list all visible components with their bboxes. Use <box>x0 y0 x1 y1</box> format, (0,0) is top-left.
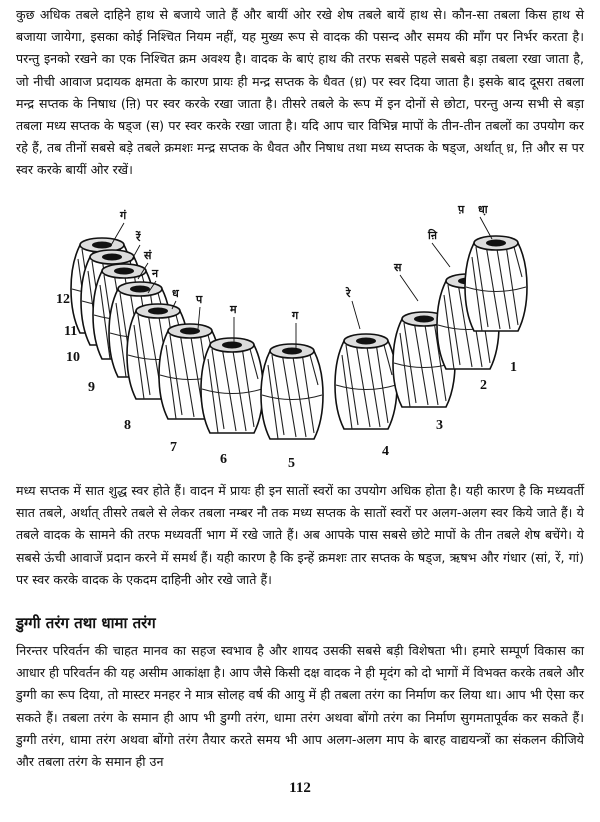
drum-number: 3 <box>436 418 443 433</box>
note-label: धा़ <box>478 205 488 216</box>
drum-number: 5 <box>288 456 295 471</box>
drum-number: 9 <box>88 380 95 395</box>
drum-number: 4 <box>382 444 389 459</box>
drum-4 <box>335 334 397 429</box>
drum-number: 10 <box>66 350 80 365</box>
tabla-tarang-illustration <box>40 205 580 475</box>
drum-5 <box>261 344 323 439</box>
drum-number: 11 <box>64 324 78 339</box>
note-label: स <box>394 261 402 274</box>
drum-6 <box>201 338 263 433</box>
drum-number: 7 <box>170 440 177 455</box>
note-label: सं <box>144 249 152 262</box>
tabla-drums-svg <box>40 205 580 475</box>
note-label: प <box>196 293 203 306</box>
note-label: रे <box>346 287 351 300</box>
note-label: गं <box>120 209 127 222</box>
note-label: ध <box>172 287 179 300</box>
note-label: ऩि <box>428 229 437 242</box>
drum-number: 12 <box>56 292 70 307</box>
note-label: म <box>230 303 237 316</box>
note-label: ग <box>292 309 299 322</box>
paragraph-duggi-tarang: निरन्तर परिवर्तन की चाहत मानव का सहज स्वभाव है और शायद उसकी सबसे बड़ी विशेषता भी। हमारे सम्पूर्ण विकास का आधार ही परिवर्तन की यह असीम आकांक्षा है। आप जैसे किसी दक्ष वादक ने ही मृदंग को दो भागों में विभक्त करके तबले और डुग्गी का रूप दिया, तो मास्टर मनहर ने मात्र सोलह वर्ष की आयु में ही तबला तरंग का निर्माण कर लिया था। आप भी ऐसा कर सकते हैं। तबला तरंग के समान ही आप भी डुग्गी तरंग, धामा तरंग अथवा बोंगो तरंग का निर्माण सुगमतापूर्वक कर सकते हैं। डुग्गी तरंग, धामा तरंग अथवा बोंगो तरंग तैयार करते समय भी आप अलग-अलग माप के बारह वाद्ययन्त्रों का संकलन कीजिये और तबला तरंग के समान ही उन <box>16 643 584 770</box>
drum-number: 8 <box>124 418 131 433</box>
drum-number: 6 <box>220 452 227 467</box>
note-label: रें <box>136 231 141 244</box>
paragraph-intro: कुछ अधिक तबले दाहिने हाथ से बजाये जाते हैं और बायीं ओर रखे शेष तबले बायें हाथ से। कौन-सा तबला किस हाथ से बजाया जायेगा, इसका कोई निश्चित नियम नहीं, यह मुख्य रूप से वादक की पसन्द और समय की माँग पर निर्भर करता है। परन्तु इनको रखने का एक निश्चित क्रम अवश्य है। वादक के बाएं हाथ की तरफ सबसे पहले सबसे बड़ा तबला रखा जाता है, जो नीची आवाज प्रदायक क्षमता के कारण प्रायः ही मन्द्र सप्तक के धैवत (ध़) पर स्वर दिया जाता है। इसके बाद दूसरा तबला मन्द्र सप्तक के निषाध (ऩि) पर स्वर करके रखा जाता है। तीसरे तबले के रूप में इन दोनों से छोटा, परन्तु अन्य सभी से बड़ा तबला मध्य सप्तक के षड्ज (स) पर स्वर करके रखा जाता है। यदि आप चार विभिन्न मापों के तीन-तीन तबलों का उपयोग कर रहे हैं, तब तीनों सबसे बड़े तबले क्रमशः मन्द्र सप्तक के धैवत और निषाध तथा मध्य सप्तक के षड्ज, अर्थात् ध़, ऩि और स पर स्वर करके बायीं ओर रखें। <box>16 7 584 178</box>
drum-number: 1 <box>510 360 517 375</box>
drum-1 <box>465 236 527 331</box>
drum-number: 2 <box>480 378 487 393</box>
page-number: 112 <box>289 780 311 796</box>
note-label: न <box>152 267 159 280</box>
paragraph-middle-octave: मध्य सप्तक में सात शुद्ध स्वर होते हैं। वादन में प्रायः ही इन सातों स्वरों का उपयोग अधिक होता है। यही कारण है कि मध्यवर्ती सात तबले, अर्थात् तीसरे तबले से लेकर तबला नम्बर नौ तक मध्य सप्तक के सातों स्वरों पर अलग-अलग स्वर किये जाते हैं। ये तबले वादक के सामने की तरफ मध्यवर्ती भाग में रखे जाते हैं। अब आपके पास सबसे छोटे मापों के तीन तबले शेष बचेंगे। ये सबसे ऊंची आवाजें प्रदान करने में समर्थ हैं। यही कारण है कि इन्हें क्रमशः तार सप्तक के षड्ज, ऋषभ और गंधार (सां, रें, गां) पर स्वर करके वादक के एकदम दाहिनी ओर रखे जाते हैं। <box>16 483 584 587</box>
note-label: प़ <box>458 205 465 216</box>
section-heading: डुग्गी तरंग तथा धामा तरंग <box>16 614 156 632</box>
